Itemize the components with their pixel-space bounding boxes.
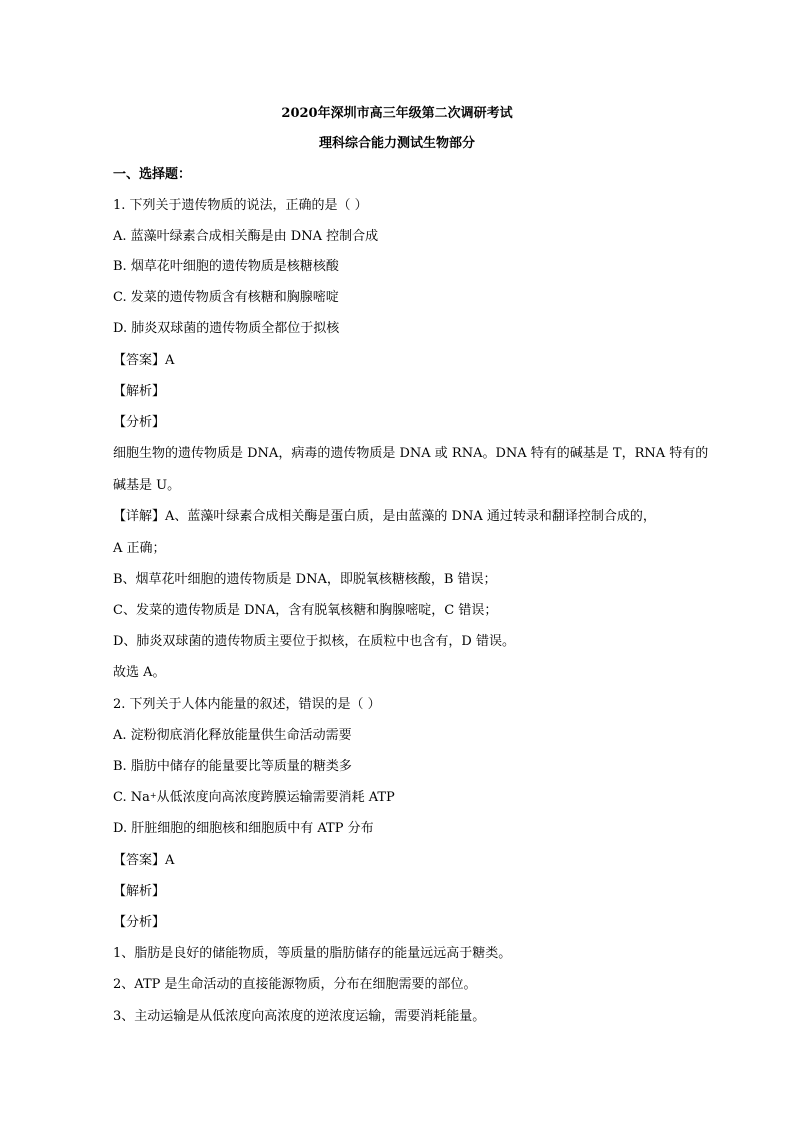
question-2-stem: 2. 下列关于人体内能量的叙述，错误的是（ ） bbox=[113, 697, 381, 712]
question-1-stem: 1. 下列关于遗传物质的说法，正确的是（ ） bbox=[113, 198, 368, 213]
question-1-detail-line: B、烟草花叶细胞的遗传物质是 DNA，即脱氧核糖核酸，B 错误； bbox=[113, 572, 497, 587]
option-c-text: 从低浓度向高浓度跨膜运输需要消耗 ATP bbox=[156, 790, 395, 805]
question-1-detail-line: 【详解】A、蓝藻叶绿素合成相关酶是蛋白质，是由蓝藻的 DNA 通过转录和翻译控制合成的， bbox=[113, 509, 656, 524]
question-2-fenxi-line: 1、脂肪是良好的储能物质，等质量的脂肪储存的能量远远高于糖类。 bbox=[113, 946, 512, 961]
question-2-fenxi-line: 3、主动运输是从低浓度向高浓度的逆浓度运输，需要消耗能量。 bbox=[113, 1009, 486, 1024]
question-2-option-c bbox=[113, 790, 693, 806]
question-2-answer: 【答案】A bbox=[113, 853, 175, 868]
section-heading: 一、选择题： bbox=[113, 167, 192, 182]
question-1-option-c: C. 发菜的遗传物质含有核糖和胸腺嘧啶 bbox=[113, 290, 339, 305]
question-2-fenxi-line: 2、ATP 是生命活动的直接能源物质，分布在细胞需要的部位。 bbox=[113, 977, 477, 992]
question-1-option-a: A. 蓝藻叶绿素合成相关酶是由 DNA 控制合成 bbox=[113, 229, 379, 244]
question-2-fenxi-heading: 【分析】 bbox=[113, 915, 166, 930]
question-1-detail-line: C、发菜的遗传物质是 DNA，含有脱氧核糖和胸腺嘧啶，C 错误； bbox=[113, 603, 498, 618]
question-1-option-d: D. 肺炎双球菌的遗传物质全都位于拟核 bbox=[113, 321, 340, 336]
exam-subtitle: 理科综合能力测试生物部分 bbox=[318, 136, 475, 151]
option-c-prefix: C. Na bbox=[113, 790, 150, 805]
question-2-option-d: D. 肝脏细胞的细胞核和细胞质中有 ATP 分布 bbox=[113, 821, 374, 836]
question-1-detail-line: D、肺炎双球菌的遗传物质主要位于拟核，在质粒中也含有，D 错误。 bbox=[113, 634, 515, 649]
question-1-answer: 【答案】A bbox=[113, 353, 175, 368]
question-1-option-b: B. 烟草花叶细胞的遗传物质是核糖核酸 bbox=[113, 259, 339, 274]
question-1-fenxi-line: 细胞生物的遗传物质是 DNA，病毒的遗传物质是 DNA 或 RNA。DNA 特有的碱基是 T，RNA 特有的 bbox=[113, 446, 709, 461]
question-1-conclusion: 故选 A。 bbox=[113, 665, 166, 680]
question-1-fenxi-line: 碱基是 U。 bbox=[113, 478, 181, 493]
question-2-option-b: B. 脂肪中储存的能量要比等质量的糖类多 bbox=[113, 759, 352, 774]
question-1-fenxi-heading: 【分析】 bbox=[113, 415, 166, 430]
exam-title: 2020年深圳市高三年级第二次调研考试 bbox=[281, 106, 513, 121]
question-2-analysis-heading: 【解析】 bbox=[113, 884, 166, 899]
question-1-detail-line: A 正确； bbox=[113, 541, 166, 556]
question-1-analysis-heading: 【解析】 bbox=[113, 384, 166, 399]
question-2-option-a: A. 淀粉彻底消化释放能量供生命活动需要 bbox=[113, 728, 352, 743]
sodium-charge: + bbox=[149, 791, 157, 800]
